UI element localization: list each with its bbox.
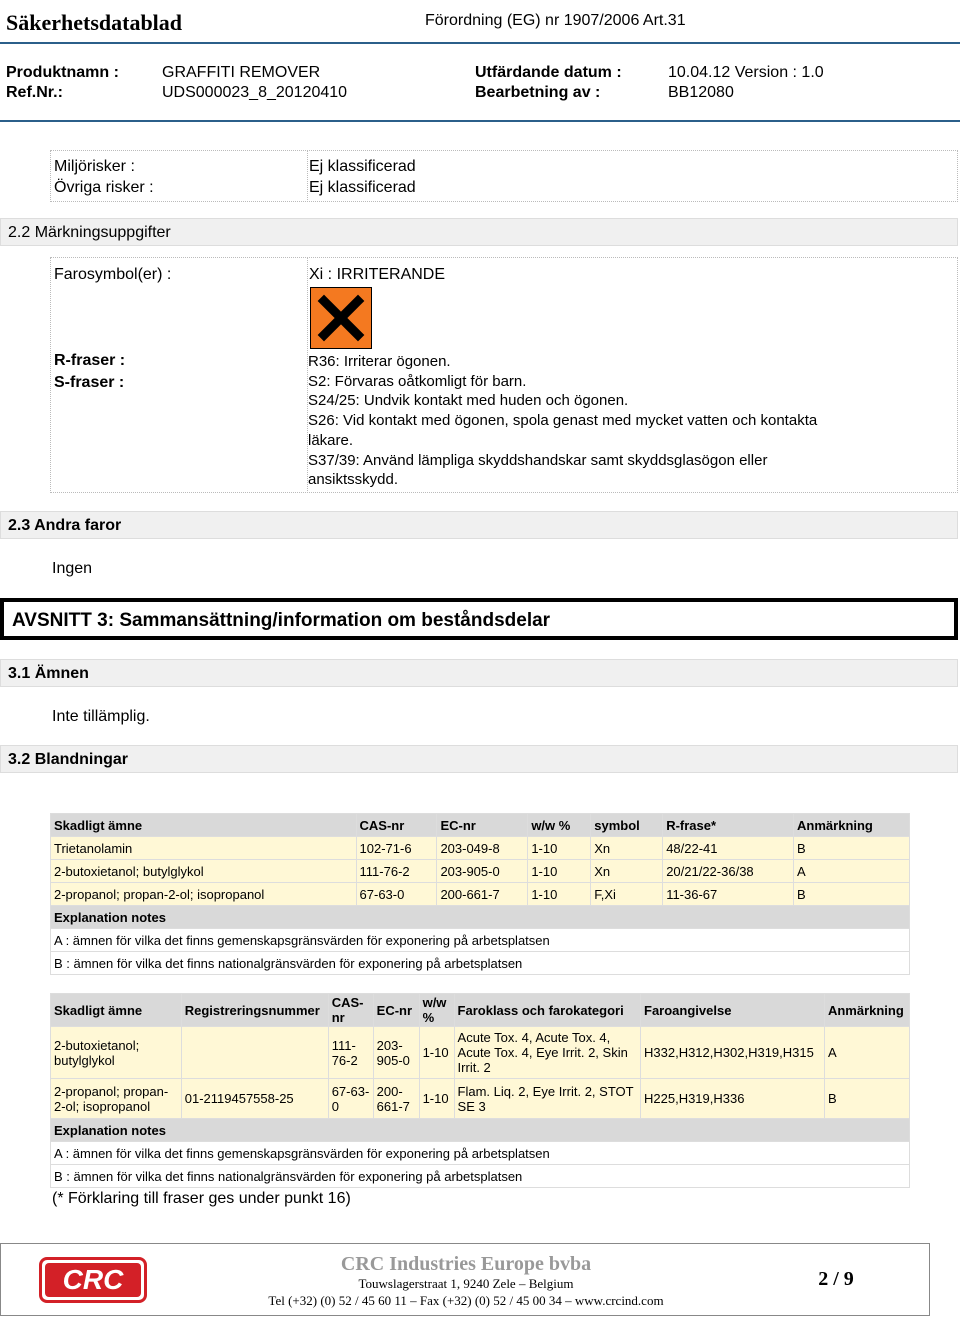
column-header: EC-nr xyxy=(373,994,419,1027)
hazard-symbol-value: Xi : IRRITERANDE xyxy=(309,266,446,283)
table-cell: 2-butoxietanol; butylglykol xyxy=(51,860,357,883)
table-cell: 111-76-2 xyxy=(328,1027,373,1079)
table-cell: 203-905-0 xyxy=(373,1027,419,1079)
table-cell: Trietanolamin xyxy=(51,837,357,860)
phrases-list xyxy=(308,352,817,490)
footnote: (* Förklaring till fraser ges under punkt 16) xyxy=(52,1190,351,1207)
phrase-line: S26: Vid kontakt med ögonen, spola genast med mycket vatten och kontakta xyxy=(308,412,818,430)
column-header: R-frase* xyxy=(663,814,794,837)
table-cell: H332,H312,H302,H319,H315 xyxy=(641,1027,825,1079)
page-number: 2 / 9 xyxy=(818,1268,854,1290)
explanation-notes-label: Explanation notes xyxy=(51,906,910,929)
table-cell: 2-butoxietanol; butylglykol xyxy=(51,1027,182,1079)
crc-logo xyxy=(39,1257,147,1303)
explanation-notes-label: Explanation notes xyxy=(51,1119,910,1142)
substances-text: Inte tillämplig. xyxy=(52,708,150,725)
explanation-row xyxy=(51,906,910,929)
table-cell: 1-10 xyxy=(419,1079,454,1119)
s-phrases-label: S-fraser : xyxy=(54,374,125,391)
phrase-line: läkare. xyxy=(308,431,354,449)
note-row xyxy=(51,1142,910,1165)
column-header: EC-nr xyxy=(437,814,528,837)
substances-heading: 3.1 Ämnen xyxy=(0,659,958,687)
crc-logo-text: CRC xyxy=(45,1263,141,1297)
table-cell xyxy=(181,1027,328,1079)
table-cell: B xyxy=(794,837,910,860)
section3-heading: AVSNITT 3: Sammansättning/information om beståndsdelar xyxy=(0,598,958,640)
table-cell: 203-905-0 xyxy=(437,860,528,883)
note-a-text: A : ämnen för vilka det finns gemenskapsgränsvärden för exponering på arbetsplatsen xyxy=(51,1142,910,1165)
mixtures-heading: 3.2 Blandningar xyxy=(0,745,958,773)
note-a-text: A : ämnen för vilka det finns gemenskapsgränsvärden för exponering på arbetsplatsen xyxy=(51,929,910,952)
company-address: Touwslagerstraat 1, 9240 Zele – Belgium xyxy=(358,1276,574,1291)
table-row xyxy=(51,1027,910,1079)
table-cell: 1-10 xyxy=(528,883,591,906)
table-cell: 200-661-7 xyxy=(373,1079,419,1119)
note-b-text: B : ämnen för vilka det finns nationalgränsvärden för exponering på arbetsplatsen xyxy=(51,952,910,975)
table-row xyxy=(51,860,910,883)
issued-date-label: Utfärdande datum : xyxy=(475,64,622,81)
phrase-line: R36: Irriterar ögonen. xyxy=(308,353,451,370)
other-hazards-text: Ingen xyxy=(52,560,93,577)
table-cell: 11-36-67 xyxy=(663,883,794,906)
xi-irritant-icon xyxy=(310,287,372,349)
env-risks-label: Miljörisker : xyxy=(54,158,135,175)
column-header: Anmärkning xyxy=(824,994,909,1027)
column-header: Registreringsnummer xyxy=(181,994,328,1027)
table-cell: H225,H319,H336 xyxy=(641,1079,825,1119)
explanation-row xyxy=(51,1119,910,1142)
table-cell: 2-propanol; propan-2-ol; isopropanol xyxy=(51,1079,182,1119)
table-cell: F,Xi xyxy=(591,883,663,906)
product-name-value: GRAFFITI REMOVER xyxy=(162,64,321,81)
column-header: symbol xyxy=(591,814,663,837)
table-cell: 1-10 xyxy=(419,1027,454,1079)
table-header-row xyxy=(51,814,910,837)
table-cell: 20/21/22-36/38 xyxy=(663,860,794,883)
table-cell: Acute Tox. 4, Acute Tox. 4, Acute Tox. 4, Eye Irrit. 2, Skin Irrit. 2 xyxy=(454,1027,640,1079)
table-cell: 102-71-6 xyxy=(356,837,437,860)
note-row xyxy=(51,1165,910,1188)
edited-by-value: BB12080 xyxy=(668,84,734,101)
regulation-text: Förordning (EG) nr 1907/2006 Art.31 xyxy=(425,12,686,29)
table-cell: 67-63-0 xyxy=(356,883,437,906)
table-cell: Xn xyxy=(591,837,663,860)
table-header-row xyxy=(51,994,910,1027)
table-cell: 1-10 xyxy=(528,837,591,860)
table-cell: 203-049-8 xyxy=(437,837,528,860)
edited-by-label: Bearbetning av : xyxy=(475,84,601,101)
column-header: Skadligt ämne xyxy=(51,814,357,837)
table-row xyxy=(51,837,910,860)
ref-number-label: Ref.Nr.: xyxy=(6,84,63,101)
other-risks-value: Ej klassificerad xyxy=(309,179,416,196)
r-phrases-label: R-fraser : xyxy=(54,352,126,369)
mixtures-table-1 xyxy=(50,813,910,975)
header-bottom-divider xyxy=(0,120,960,122)
other-risks-label: Övriga risker : xyxy=(54,179,154,196)
table-cell: 111-76-2 xyxy=(356,860,437,883)
phrase-line: S37/39: Använd lämpliga skyddshandskar samt skyddsglasögon eller xyxy=(308,451,768,469)
page-footer xyxy=(0,1243,930,1316)
env-risks-value: Ej klassificerad xyxy=(309,158,416,175)
table-cell: 01-2119457558-25 xyxy=(181,1079,328,1119)
phrase-line: S24/25: Undvik kontakt med huden och ögonen. xyxy=(308,392,629,410)
table-cell: 200-661-7 xyxy=(437,883,528,906)
product-name-label: Produktnamn : xyxy=(6,64,119,81)
ref-number-value: UDS000023_8_20120410 xyxy=(162,84,348,101)
table-cell: 67-63-0 xyxy=(328,1079,373,1119)
table-row xyxy=(51,1079,910,1119)
column-header: Anmärkning xyxy=(794,814,910,837)
table-cell: Xn xyxy=(591,860,663,883)
column-header: Faroangivelse xyxy=(641,994,825,1027)
note-b-text: B : ämnen för vilka det finns nationalgränsvärden för exponering på arbetsplatsen xyxy=(51,1165,910,1188)
column-header: CAS-nr xyxy=(328,994,373,1027)
company-name: CRC Industries Europe bvba xyxy=(340,1253,592,1275)
table-cell: B xyxy=(824,1079,909,1119)
document-title: Säkerhetsdatablad xyxy=(6,10,183,35)
table-cell: A xyxy=(794,860,910,883)
header-divider xyxy=(0,42,960,44)
mixtures-table-2 xyxy=(50,993,910,1188)
issued-date-value: 10.04.12 Version : 1.0 xyxy=(668,64,824,81)
labeling-heading: 2.2 Märkningsuppgifter xyxy=(0,218,958,246)
note-row xyxy=(51,952,910,975)
table-cell: B xyxy=(794,883,910,906)
table-row xyxy=(51,883,910,906)
phrase-line: S2: Förvaras oåtkomligt för barn. xyxy=(308,372,527,390)
column-header: Faroklass och farokategori xyxy=(454,994,640,1027)
note-row xyxy=(51,929,910,952)
table-cell: 2-propanol; propan-2-ol; isopropanol xyxy=(51,883,357,906)
phrase-line: ansiktsskydd. xyxy=(308,471,399,489)
table-cell: Flam. Liq. 2, Eye Irrit. 2, STOT SE 3 xyxy=(454,1079,640,1119)
other-hazards-heading: 2.3 Andra faror xyxy=(0,511,958,539)
table-cell: 48/22-41 xyxy=(663,837,794,860)
column-header: w/w % xyxy=(528,814,591,837)
column-header: Skadligt ämne xyxy=(51,994,182,1027)
company-contact: Tel (+32) (0) 52 / 45 60 11 – Fax (+32) (0) 52 / 45 00 34 – www.crcind.com xyxy=(268,1293,664,1308)
table-cell: 1-10 xyxy=(528,860,591,883)
column-header: w/w % xyxy=(419,994,454,1027)
table-cell: A xyxy=(824,1027,909,1079)
column-header: CAS-nr xyxy=(356,814,437,837)
hazard-symbol-label: Farosymbol(er) : xyxy=(54,266,172,283)
